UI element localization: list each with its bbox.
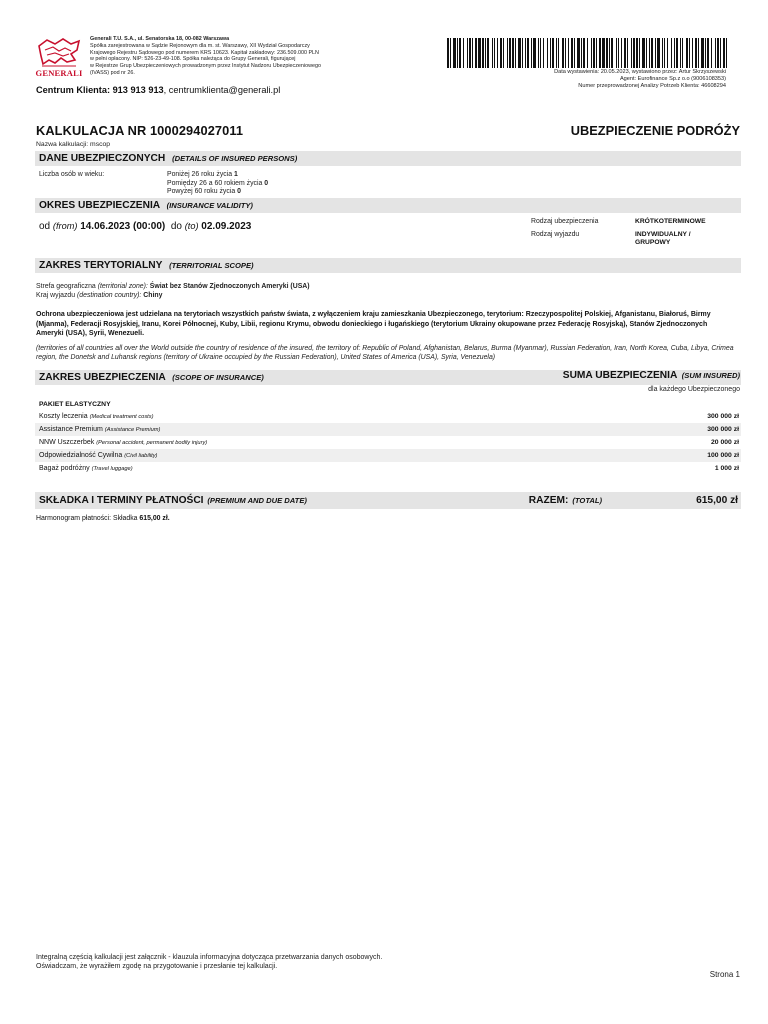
barcode-bar bbox=[606, 38, 608, 68]
barcode-bar bbox=[657, 38, 660, 68]
barcode-bar bbox=[497, 38, 498, 68]
calc-name-value: mscop bbox=[90, 141, 111, 148]
country-row bbox=[36, 292, 310, 301]
coverage-value: 300 000 zł bbox=[707, 426, 739, 433]
barcode-bar bbox=[717, 38, 719, 68]
barcode-bar bbox=[633, 38, 635, 68]
barcode-bar bbox=[515, 38, 516, 68]
barcode-bar bbox=[651, 38, 653, 68]
barcode-bar bbox=[478, 38, 481, 68]
company-name: Generali T.U. S.A., ul. Senatorska 18, 00-082 Warszawa bbox=[90, 36, 230, 42]
barcode-bar bbox=[609, 38, 610, 68]
territory-details bbox=[36, 283, 310, 300]
barcode-bar bbox=[453, 38, 456, 68]
barcode-bar bbox=[707, 38, 709, 68]
coverage-row bbox=[35, 449, 741, 462]
coverage-value: 100 000 zł bbox=[707, 452, 739, 459]
total-label: RAZEM: bbox=[528, 495, 569, 506]
zone-value: Świat bez Stanów Zjednoczonych Ameryki (USA) bbox=[149, 283, 310, 290]
zone-label-en: (territorial zone): bbox=[97, 283, 148, 290]
sum-heading: SUMA UBEZPIECZENIA bbox=[562, 370, 677, 381]
age-group-count: 0 bbox=[264, 179, 269, 187]
barcode-bar bbox=[507, 38, 508, 68]
coverage-label-en: (Personal accident, permanent bodily injury) bbox=[96, 440, 208, 446]
barcode-bar bbox=[636, 38, 638, 68]
zone-label: Strefa geograficzna bbox=[36, 283, 96, 290]
barcode-bar bbox=[533, 38, 536, 68]
barcode-bar bbox=[459, 38, 461, 68]
coverage-value: 1 000 zł bbox=[714, 465, 739, 472]
age-group-label: Powyżej 60 roku życia bbox=[167, 188, 236, 195]
barcode-bar bbox=[715, 38, 716, 68]
coverage-row bbox=[35, 423, 741, 436]
age-group-count: 1 bbox=[234, 171, 238, 178]
coverage-name bbox=[39, 452, 157, 459]
barcode-bar bbox=[711, 38, 712, 68]
client-center-phone: Centrum Klienta: 913 913 913 bbox=[36, 85, 164, 95]
from-label-en: (from) bbox=[52, 221, 78, 231]
company-line: Spółka zarejestrowana w Sądzie Rejonowym dla m. st. Warszawy, XII Wydział Gospodarczy bbox=[90, 42, 310, 49]
meta-line: Data wystawienia: 20.05.2023, wystawiono przez: Artur Skrzyszewski bbox=[554, 69, 726, 75]
section-heading: ZAKRES TERYTORIALNY bbox=[39, 260, 163, 271]
period-dates bbox=[39, 221, 251, 232]
barcode-bar bbox=[616, 38, 617, 68]
barcode-bar bbox=[646, 38, 647, 68]
barcode-bar bbox=[494, 38, 495, 68]
coverage-name bbox=[39, 426, 160, 433]
barcode-bar bbox=[602, 38, 605, 68]
calc-name-label: Nazwa kalkulacji: bbox=[36, 141, 89, 148]
barcode-bar bbox=[540, 38, 541, 68]
section-heading-en: (INSURANCE VALIDITY) bbox=[166, 201, 253, 210]
coverage-value: 20 000 zł bbox=[711, 439, 739, 446]
section-territory bbox=[35, 258, 741, 273]
section-heading-en: (PREMIUM AND DUE DATE) bbox=[207, 496, 307, 505]
page-number: Strona 1 bbox=[709, 970, 740, 979]
section-heading: ZAKRES UBEZPIECZENIA bbox=[39, 372, 166, 383]
trip-type-value: INDYWIDUALNY / GRUPOWY bbox=[635, 230, 691, 247]
barcode-bar bbox=[467, 38, 468, 68]
barcode-bar bbox=[487, 38, 489, 68]
barcode-bar bbox=[531, 38, 532, 68]
footer-line: Oświadczam, że wyrażiłem zgodę na przygotowanie i przesłanie tej kalkulacji. bbox=[36, 963, 278, 970]
insured-count-label: Liczba osób w wieku: bbox=[39, 171, 105, 178]
barcode-bar bbox=[512, 38, 514, 68]
barcode-bar bbox=[574, 38, 575, 68]
period-types bbox=[531, 218, 741, 252]
coverage-name bbox=[39, 465, 133, 472]
client-center bbox=[36, 85, 280, 95]
age-group-row bbox=[167, 180, 268, 189]
from-value: 14.06.2023 (00:00) bbox=[80, 221, 166, 232]
barcode-bar bbox=[624, 38, 626, 68]
barcode-bar bbox=[547, 38, 548, 68]
barcode-bar bbox=[550, 38, 551, 68]
barcode-bar bbox=[701, 38, 704, 68]
territory-note-pl: Ochrona ubezpieczeniowa jest udzielana na terytoriach wszystkich państw świata, z wyłączeniem kraju zamieszkania Ubezpieczonego, terytorium: Rzeczypospolitej Polskiej, Afganistanu, Białoruś, Birmy (Mjanma), Federacji Rosyjskiej, Iranu, Korei Północnej, Kuby, Libii, regionu Krymu, obwodu donieckiego i ługańskiego (terytorium Ukrainy okupowane przez Federację Rosyjską), Stanów Zjednoczonych Ameryki (USA), Syrii, Wenezueli. bbox=[36, 311, 711, 338]
barcode-bar bbox=[469, 38, 471, 68]
barcode-bar bbox=[562, 38, 564, 68]
age-group-count: 0 bbox=[237, 188, 241, 195]
barcode-bar bbox=[472, 38, 473, 68]
barcode-bar bbox=[662, 38, 663, 68]
barcode-bar bbox=[621, 38, 622, 68]
footer-note bbox=[36, 953, 382, 971]
section-heading: OKRES UBEZPIECZENIA bbox=[39, 200, 160, 211]
barcode-bar bbox=[565, 38, 566, 68]
barcode-bar bbox=[649, 38, 650, 68]
barcode-bar bbox=[503, 38, 504, 68]
barcode-bar bbox=[593, 38, 595, 68]
barcode-bar bbox=[509, 38, 511, 68]
barcode-bar bbox=[686, 38, 688, 68]
age-group-row bbox=[167, 188, 268, 197]
barcode-bar bbox=[587, 38, 588, 68]
country-label-en: (destination country): bbox=[77, 291, 142, 299]
calculation-name bbox=[36, 141, 110, 148]
barcode-bar bbox=[596, 38, 597, 68]
coverage-label-en: (Medical treatment costs) bbox=[89, 414, 154, 420]
barcode-bar bbox=[450, 38, 451, 68]
barcode-bar bbox=[655, 38, 656, 68]
barcode-bar bbox=[492, 38, 493, 68]
barcode-bar bbox=[698, 38, 699, 68]
section-insured bbox=[35, 151, 741, 166]
barcode-bar bbox=[664, 38, 665, 68]
territory-note-en: (territories of all countries all over the World outside the country of residence of the insured, the territory of: Republic of Poland, Afghanistan, Belarus, Burma (Myanmar), Russian Federation, Iran, North Korea, Cuba, Libya, Crimea region, the Donetsk and Luhansk regions (territory of Ukraine occupied by the Russian Federation), United States of America (USA), Syria, Venezuela) bbox=[36, 345, 734, 361]
age-group-label: Pomiędzy 26 a 60 rokiem życia bbox=[167, 179, 263, 187]
barcode-bar bbox=[583, 38, 585, 68]
barcode-bar bbox=[577, 38, 580, 68]
country-label: Kraj wyjazdu bbox=[36, 291, 76, 299]
barcode-bar bbox=[518, 38, 521, 68]
coverage-name bbox=[39, 439, 207, 446]
footer-line: Integralną częścią kalkulacji jest załącznik - klauzula informacyjna dotycząca przetwarzania danych osobowych. bbox=[36, 954, 383, 961]
barcode-bar bbox=[485, 38, 486, 68]
barcode-bar bbox=[558, 38, 559, 68]
coverage-label-en: (Civil liability) bbox=[124, 453, 158, 459]
barcode-bar bbox=[571, 38, 573, 68]
age-group-row bbox=[167, 171, 268, 180]
barcode-bar bbox=[642, 38, 645, 68]
sum-insured-sub: dla każdego Ubezpieczonego bbox=[648, 386, 740, 393]
barcode-bar bbox=[482, 38, 484, 68]
barcode-bar bbox=[475, 38, 477, 68]
barcode-bar bbox=[447, 38, 449, 68]
section-heading-en: (SCOPE OF INSURANCE) bbox=[172, 373, 264, 382]
coverage-label-en: (Assistance Premium) bbox=[104, 427, 161, 433]
coverage-label: Bagaż podróżny bbox=[39, 465, 90, 472]
section-premium bbox=[35, 492, 741, 509]
trip-type-label: Rodzaj wyjazdu bbox=[531, 230, 580, 238]
insurance-type-value: KRÓTKOTERMINOWE bbox=[635, 218, 706, 225]
barcode-bar bbox=[457, 38, 458, 68]
logo-text: GENERALI bbox=[35, 68, 83, 78]
schedule-value: 615,00 zł. bbox=[139, 515, 170, 522]
section-period bbox=[35, 198, 741, 213]
barcode-bar bbox=[500, 38, 502, 68]
calculation-title: KALKULACJA NR 1000294027011 bbox=[36, 123, 244, 138]
coverage-value: 300 000 zł bbox=[707, 413, 739, 420]
barcode-bar bbox=[543, 38, 544, 68]
trip-type-row bbox=[531, 231, 741, 248]
age-group-label: Poniżej 26 roku życia bbox=[167, 171, 233, 178]
to-label: do bbox=[170, 221, 182, 232]
barcode-bar bbox=[676, 38, 678, 68]
insured-age-groups bbox=[167, 171, 268, 197]
barcode-bar bbox=[627, 38, 628, 68]
payment-schedule bbox=[36, 515, 170, 522]
barcode-bar bbox=[689, 38, 690, 68]
barcode-bar bbox=[667, 38, 668, 68]
package-name: PAKIET ELASTYCZNY bbox=[39, 401, 111, 408]
barcode-bar bbox=[720, 38, 721, 68]
premium-total-label bbox=[529, 495, 602, 506]
meta-line: Numer przeprowadzonej Analizy Potrzeb Klienta: 46608294 bbox=[578, 83, 726, 89]
document-meta bbox=[426, 69, 726, 90]
barcode-bar bbox=[591, 38, 592, 68]
generali-logo bbox=[33, 36, 85, 80]
company-line: Krajowego Rejestru Sądowego pod numerem KRS 10623. Kapitał zakładowy: 236.509.000 PLN bbox=[90, 49, 319, 56]
barcode bbox=[447, 38, 727, 68]
barcode-bar bbox=[723, 38, 725, 68]
barcode-bar bbox=[538, 38, 539, 68]
country-value: Chiny bbox=[143, 291, 163, 299]
company-info bbox=[90, 36, 380, 77]
coverage-label: Koszty leczenia bbox=[39, 413, 88, 420]
barcode-bar bbox=[611, 38, 613, 68]
client-center-email: , centrumklienta@generali.pl bbox=[163, 85, 281, 95]
coverage-label: NNW Uszczerbek bbox=[39, 439, 95, 446]
barcode-graphic bbox=[447, 38, 727, 68]
barcode-bar bbox=[599, 38, 601, 68]
coverage-row bbox=[35, 436, 741, 449]
barcode-bar bbox=[682, 38, 683, 68]
to-label-en: (to) bbox=[184, 221, 199, 231]
zone-row bbox=[36, 283, 310, 292]
barcode-bar bbox=[692, 38, 693, 68]
to-value: 02.09.2023 bbox=[201, 221, 252, 232]
coverage-label: Odpowiedzialność Cywilna bbox=[39, 452, 123, 459]
barcode-bar bbox=[525, 38, 526, 68]
barcode-bar bbox=[631, 38, 632, 68]
section-heading: SKŁADKA I TERMINY PŁATNOŚCI bbox=[39, 495, 204, 506]
barcode-bar bbox=[680, 38, 681, 68]
coverage-row bbox=[35, 462, 741, 475]
barcode-bar bbox=[618, 38, 619, 68]
barcode-bar bbox=[639, 38, 640, 68]
premium-heading bbox=[39, 495, 529, 506]
premium-total-value: 615,00 zł bbox=[696, 495, 738, 506]
company-line: (IVASS) pod nr 26. bbox=[90, 69, 135, 76]
sum-insured-heading bbox=[563, 370, 740, 381]
total-label-en: (TOTAL) bbox=[572, 496, 603, 505]
coverage-label-en: (Travel luggage) bbox=[91, 466, 133, 472]
insurance-type-row bbox=[531, 218, 741, 227]
barcode-bar bbox=[568, 38, 569, 68]
barcode-bar bbox=[556, 38, 557, 68]
schedule-label: Harmonogram płatności: Składka bbox=[36, 515, 138, 522]
product-title: UBEZPIECZENIE PODRÓŻY bbox=[570, 123, 740, 138]
insurance-type-label: Rodzaj ubezpieczenia bbox=[531, 218, 599, 225]
barcode-bar bbox=[527, 38, 529, 68]
sum-heading-en: (SUM INSURED) bbox=[681, 371, 740, 380]
barcode-bar bbox=[463, 38, 464, 68]
barcode-bar bbox=[671, 38, 672, 68]
barcode-bar bbox=[695, 38, 697, 68]
company-line: w Rejestrze Grup Ubezpieczeniowych prowadzonym przez Instytut Nadzoru Ubezpieczeniowego bbox=[90, 63, 322, 70]
section-heading-en: (TERRITORIAL SCOPE) bbox=[169, 261, 254, 270]
barcode-bar bbox=[581, 38, 582, 68]
barcode-bar bbox=[726, 38, 727, 68]
barcode-bar bbox=[705, 38, 706, 68]
coverage-row bbox=[35, 410, 741, 423]
barcode-bar bbox=[522, 38, 523, 68]
section-heading: DANE UBEZPIECZONYCH bbox=[39, 153, 166, 164]
section-heading-en: (DETAILS OF INSURED PERSONS) bbox=[172, 154, 298, 163]
coverage-label: Assistance Premium bbox=[39, 426, 103, 433]
coverage-name bbox=[39, 413, 154, 420]
barcode-bar bbox=[552, 38, 554, 68]
from-label: od bbox=[39, 221, 51, 232]
barcode-bar bbox=[674, 38, 675, 68]
company-line: w pełni opłacony. NIP: 526-23-49-108. Spółka należąca do Grupy Generali, figurującej bbox=[90, 56, 296, 63]
meta-line: Agent: Eurofinance Sp.z o.o (9006108353) bbox=[619, 76, 726, 82]
